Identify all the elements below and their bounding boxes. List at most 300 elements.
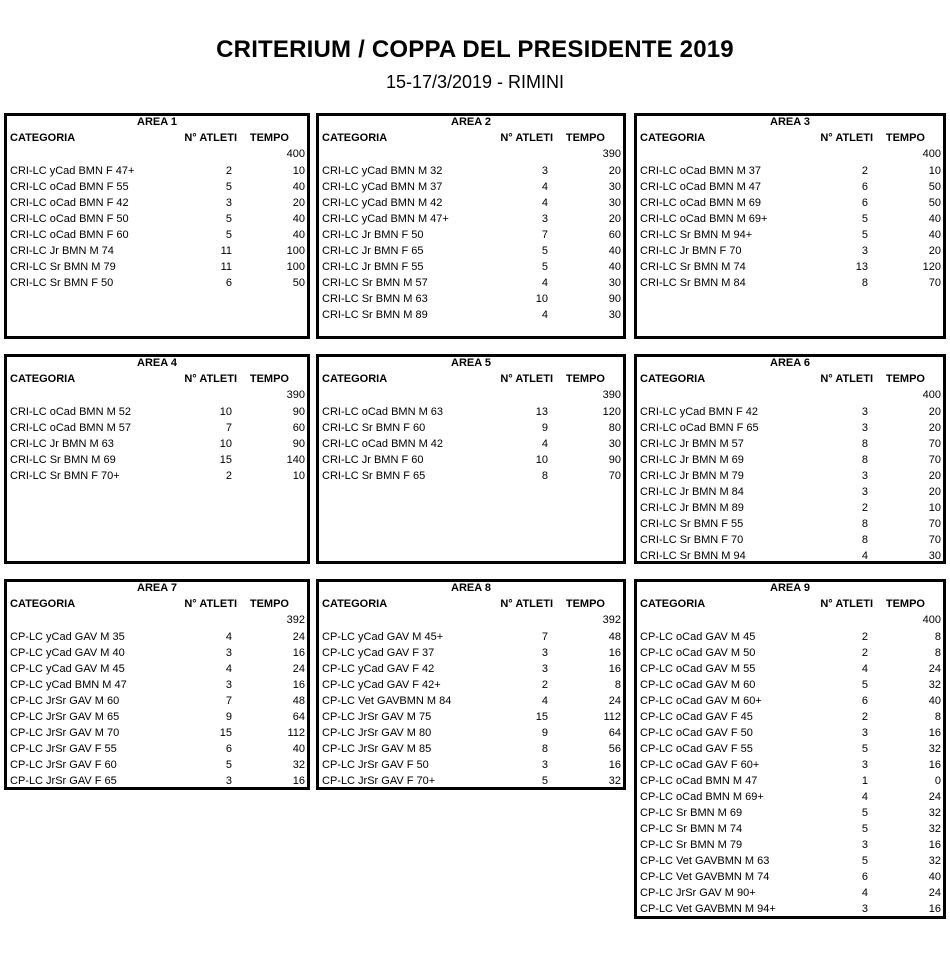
time-cell: 70 [928,277,941,289]
table-row [637,759,943,775]
time-cell: 40 [928,229,941,241]
time-cell: 40 [608,245,621,257]
area-title: AREA 7 [137,582,177,594]
category-cell: CP-LC JrSr GAV M 65 [10,711,120,723]
area-title: AREA 1 [137,116,177,128]
athletes-cell: 3 [861,245,868,257]
table-row [637,839,943,855]
time-cell: 70 [928,534,941,546]
table-row [637,438,943,454]
table-row [319,631,623,647]
table-row [319,470,623,486]
table-row [7,647,307,663]
time-cell: 20 [608,165,621,177]
time-cell: 40 [292,213,305,225]
category-cell: CRI-LC Sr BMN F 50 [10,277,114,289]
athletes-cell: 3 [225,647,232,659]
header-time: TEMPO [885,132,925,144]
table-row [637,887,943,903]
category-cell: CP-LC oCad GAV F 55 [640,743,753,755]
table-row [319,647,623,663]
category-cell: CP-LC yCad BMN M 47 [10,679,127,691]
time-cell: 56 [608,743,621,755]
table-row [319,422,623,438]
time-cell: 24 [292,631,305,643]
athletes-cell: 4 [861,550,868,562]
category-cell: CRI-LC Jr BMN F 65 [322,245,424,257]
category-cell: CRI-LC Jr BMN M 57 [640,438,744,450]
table-row [637,807,943,823]
table-row [319,261,623,277]
header-time: TEMPO [565,373,605,385]
time-cell: 90 [608,454,621,466]
table-row [7,213,307,229]
category-cell: CP-LC oCad GAV M 60 [640,679,756,691]
table-row [637,823,943,839]
category-cell: CRI-LC oCad BMN M 63 [322,406,444,418]
athletes-cell: 5 [861,823,868,835]
athletes-cell: 6 [861,181,868,193]
table-row [7,181,307,197]
time-cell: 10 [928,165,941,177]
time-cell: 30 [608,277,621,289]
category-cell: CRI-LC Sr BMN M 79 [10,261,116,273]
athletes-cell: 15 [219,727,232,739]
time-cell: 32 [928,679,941,691]
time-cell: 40 [928,695,941,707]
category-cell: CRI-LC oCad BMN F 42 [10,197,129,209]
area-7-box [4,579,310,790]
athletes-cell: 2 [861,647,868,659]
time-cell: 112 [287,727,305,739]
category-cell: CP-LC JrSr GAV F 65 [10,775,117,787]
athletes-cell: 8 [861,534,868,546]
table-row [637,727,943,743]
table-row [637,518,943,534]
table-row [7,229,307,245]
category-cell: CP-LC JrSr GAV M 90+ [640,887,756,899]
header-time: TEMPO [885,598,925,610]
time-cell: 20 [928,486,941,498]
athletes-cell: 4 [541,181,548,193]
table-row [637,695,943,711]
category-cell: CRI-LC oCad BMN F 65 [640,422,759,434]
table-row [7,438,307,454]
time-cell: 70 [928,438,941,450]
table-row [637,775,943,791]
header-category: CATEGORIA [640,132,706,144]
table-row [637,711,943,727]
table-row [7,422,307,438]
category-cell: CP-LC oCad GAV M 50 [640,647,756,659]
time-cell: 20 [928,470,941,482]
category-cell: CRI-LC Jr BMN M 74 [10,245,114,257]
header-athletes: N° ATLETI [184,373,237,385]
header-category: CATEGORIA [322,373,388,385]
category-cell: CRI-LC Sr BMN M 89 [322,309,428,321]
table-row [7,245,307,261]
time-total: 400 [286,148,305,160]
athletes-cell: 3 [861,422,868,434]
table-row [319,165,623,181]
time-cell: 48 [292,695,305,707]
category-cell: CRI-LC oCad BMN M 69 [640,197,762,209]
time-total: 392 [286,614,305,626]
category-cell: CRI-LC yCad BMN M 32 [322,165,443,177]
athletes-cell: 6 [861,695,868,707]
athletes-cell: 10 [535,293,548,305]
athletes-cell: 15 [535,711,548,723]
table-row [319,197,623,213]
table-row [319,695,623,711]
category-cell: CP-LC oCad GAV M 60+ [640,695,762,707]
athletes-cell: 3 [541,663,548,675]
category-cell: CRI-LC oCad BMN F 60 [10,229,129,241]
category-cell: CRI-LC Sr BMN M 94+ [640,229,753,241]
table-row [637,277,943,293]
header-category: CATEGORIA [322,598,388,610]
time-cell: 16 [928,903,941,915]
time-cell: 50 [928,197,941,209]
category-cell: CRI-LC Sr BMN F 55 [640,518,744,530]
area-title: AREA 5 [451,357,491,369]
table-row [319,245,623,261]
category-cell: CRI-LC yCad BMN M 37 [322,181,443,193]
time-cell: 24 [928,663,941,675]
athletes-cell: 3 [861,759,868,771]
athletes-cell: 2 [861,502,868,514]
athletes-cell: 13 [855,261,868,273]
time-cell: 32 [608,775,621,787]
time-cell: 8 [934,631,941,643]
athletes-cell: 8 [861,438,868,450]
header-athletes: N° ATLETI [184,598,237,610]
table-row [637,213,943,229]
category-cell: CRI-LC Sr BMN M 63 [322,293,428,305]
athletes-cell: 7 [225,695,232,707]
category-cell: CRI-LC Sr BMN F 70+ [10,470,120,482]
athletes-cell: 2 [225,470,232,482]
athletes-cell: 8 [861,454,868,466]
athletes-cell: 3 [225,679,232,691]
time-total: 400 [922,389,941,401]
table-row [7,711,307,727]
table-row [637,791,943,807]
time-cell: 30 [608,181,621,193]
athletes-cell: 4 [861,663,868,675]
time-cell: 32 [928,743,941,755]
athletes-cell: 4 [861,791,868,803]
time-cell: 24 [608,695,621,707]
athletes-cell: 5 [225,759,232,771]
table-row [319,438,623,454]
category-cell: CP-LC oCad GAV F 45 [640,711,753,723]
athletes-cell: 3 [861,470,868,482]
time-cell: 112 [603,711,621,723]
time-cell: 20 [928,245,941,257]
athletes-cell: 5 [861,679,868,691]
category-cell: CRI-LC Sr BMN M 69 [10,454,116,466]
athletes-cell: 9 [541,727,548,739]
athletes-cell: 9 [541,422,548,434]
category-cell: CP-LC Vet GAVBMN M 63 [640,855,770,867]
category-cell: CP-LC oCad BMN M 69+ [640,791,764,803]
time-cell: 8 [934,711,941,723]
time-cell: 140 [286,454,305,466]
table-row [637,679,943,695]
category-cell: CP-LC Vet GAVBMN M 74 [640,871,770,883]
athletes-cell: 15 [219,454,232,466]
time-cell: 24 [928,791,941,803]
athletes-cell: 5 [861,743,868,755]
table-row [7,406,307,422]
table-row [319,727,623,743]
time-cell: 20 [608,213,621,225]
athletes-cell: 3 [225,775,232,787]
athletes-cell: 3 [861,903,868,915]
table-row [637,631,943,647]
category-cell: CP-LC yCad GAV M 40 [10,647,125,659]
time-cell: 40 [928,871,941,883]
athletes-cell: 8 [861,518,868,530]
athletes-cell: 5 [541,775,548,787]
header-time: TEMPO [249,373,289,385]
area-8-box [316,579,626,790]
table-row [7,775,307,791]
athletes-cell: 4 [541,695,548,707]
time-cell: 16 [608,663,621,675]
category-cell: CRI-LC Jr BMN F 60 [322,454,424,466]
time-cell: 64 [608,727,621,739]
table-row [637,245,943,261]
time-total: 390 [286,389,305,401]
category-cell: CP-LC oCad GAV F 50 [640,727,753,739]
category-cell: CP-LC Sr BMN M 69 [640,807,743,819]
area-1-box [4,113,310,339]
category-cell: CRI-LC oCad BMN F 50 [10,213,129,225]
athletes-cell: 3 [541,759,548,771]
table-row [319,293,623,309]
category-cell: CP-LC JrSr GAV M 80 [322,727,432,739]
athletes-cell: 8 [861,277,868,289]
athletes-cell: 5 [861,807,868,819]
category-cell: CP-LC yCad GAV M 35 [10,631,125,643]
header-time: TEMPO [565,132,605,144]
athletes-cell: 5 [225,213,232,225]
table-row [7,743,307,759]
header-athletes: N° ATLETI [500,373,553,385]
table-row [319,229,623,245]
time-total: 400 [922,614,941,626]
category-cell: CP-LC JrSr GAV F 60 [10,759,117,771]
table-row [637,454,943,470]
table-row [637,406,943,422]
athletes-cell: 6 [861,871,868,883]
athletes-cell: 3 [861,486,868,498]
category-cell: CP-LC JrSr GAV M 70 [10,727,120,739]
area-5-box [316,354,626,564]
table-row [637,470,943,486]
table-row [637,871,943,887]
category-cell: CRI-LC Jr BMN M 69 [640,454,744,466]
table-row [637,502,943,518]
category-cell: CRI-LC oCad BMN M 57 [10,422,132,434]
time-cell: 60 [608,229,621,241]
category-cell: CP-LC Vet GAVBMN M 94+ [640,903,776,915]
time-cell: 10 [928,502,941,514]
time-cell: 70 [928,518,941,530]
category-cell: CP-LC Sr BMN M 79 [640,839,743,851]
table-row [319,309,623,325]
time-cell: 8 [614,679,621,691]
athletes-cell: 6 [225,743,232,755]
area-title: AREA 9 [770,582,810,594]
category-cell: CRI-LC Jr BMN M 89 [640,502,744,514]
time-cell: 16 [292,647,305,659]
athletes-cell: 7 [541,229,548,241]
athletes-cell: 2 [225,165,232,177]
athletes-cell: 3 [861,406,868,418]
page-subtitle: 15-17/3/2019 - RIMINI [385,72,565,92]
time-cell: 70 [928,454,941,466]
time-cell: 100 [286,245,305,257]
category-cell: CP-LC Vet GAVBMN M 84 [322,695,452,707]
time-total: 390 [602,148,621,160]
header-category: CATEGORIA [10,598,76,610]
category-cell: CRI-LC Jr BMN F 50 [322,229,424,241]
time-cell: 32 [928,855,941,867]
time-cell: 10 [292,470,305,482]
athletes-cell: 10 [219,406,232,418]
category-cell: CRI-LC Sr BMN F 65 [322,470,426,482]
table-row [319,406,623,422]
time-cell: 16 [928,727,941,739]
table-row [7,277,307,293]
time-cell: 32 [292,759,305,771]
area-4-box [4,354,310,564]
time-cell: 60 [292,422,305,434]
table-row [7,261,307,277]
header-category: CATEGORIA [640,373,706,385]
time-total: 392 [602,614,621,626]
table-row [319,277,623,293]
table-row [319,711,623,727]
category-cell: CP-LC JrSr GAV F 50 [322,759,429,771]
category-cell: CRI-LC Jr BMN M 84 [640,486,744,498]
athletes-cell: 4 [541,197,548,209]
athletes-cell: 2 [861,631,868,643]
athletes-cell: 3 [861,727,868,739]
area-9-box [634,579,946,919]
category-cell: CP-LC yCad GAV F 42+ [322,679,441,691]
athletes-cell: 1 [861,775,868,787]
time-cell: 24 [928,887,941,899]
header-category: CATEGORIA [10,132,76,144]
athletes-cell: 5 [861,213,868,225]
category-cell: CRI-LC Sr BMN M 74 [640,261,746,273]
athletes-cell: 5 [861,229,868,241]
time-cell: 16 [292,679,305,691]
table-row [637,229,943,245]
time-cell: 30 [608,309,621,321]
table-row [319,775,623,791]
category-cell: CRI-LC yCad BMN F 47+ [10,165,135,177]
category-cell: CRI-LC oCad BMN M 69+ [640,213,768,225]
time-cell: 100 [286,261,305,273]
athletes-cell: 11 [220,261,232,273]
table-row [319,679,623,695]
category-cell: CRI-LC Sr BMN F 70 [640,534,744,546]
athletes-cell: 2 [861,165,868,177]
category-cell: CRI-LC oCad BMN F 55 [10,181,129,193]
athletes-cell: 5 [225,181,232,193]
header-athletes: N° ATLETI [500,598,553,610]
category-cell: CP-LC JrSr GAV F 55 [10,743,117,755]
table-row [637,486,943,502]
table-row [637,534,943,550]
table-row [7,759,307,775]
category-cell: CP-LC yCad GAV F 42 [322,663,435,675]
time-cell: 40 [292,181,305,193]
area-title: AREA 6 [770,357,810,369]
athletes-cell: 2 [861,711,868,723]
table-row [637,647,943,663]
table-row [7,663,307,679]
table-row [7,197,307,213]
table-row [7,470,307,486]
header-time: TEMPO [885,373,925,385]
athletes-cell: 4 [861,887,868,899]
athletes-cell: 7 [225,422,232,434]
table-row [637,422,943,438]
category-cell: CP-LC Sr BMN M 74 [640,823,743,835]
time-cell: 0 [934,775,941,787]
category-cell: CRI-LC Sr BMN M 57 [322,277,428,289]
time-cell: 40 [928,213,941,225]
table-row [319,181,623,197]
area-title: AREA 8 [451,582,491,594]
header-athletes: N° ATLETI [820,373,873,385]
table-row [7,679,307,695]
time-cell: 30 [608,197,621,209]
table-row [7,454,307,470]
athletes-cell: 11 [220,245,232,257]
athletes-cell: 5 [541,261,548,273]
header-athletes: N° ATLETI [184,132,237,144]
table-row [637,663,943,679]
athletes-cell: 5 [225,229,232,241]
time-total: 390 [602,389,621,401]
time-cell: 8 [934,647,941,659]
table-row [637,197,943,213]
time-cell: 16 [608,647,621,659]
athletes-cell: 8 [541,470,548,482]
athletes-cell: 3 [861,839,868,851]
time-cell: 32 [928,823,941,835]
category-cell: CRI-LC Jr BMN F 70 [640,245,742,257]
category-cell: CRI-LC Sr BMN M 84 [640,277,746,289]
category-cell: CP-LC yCad GAV F 37 [322,647,435,659]
table-row [7,695,307,711]
table-row [319,743,623,759]
time-cell: 90 [608,293,621,305]
category-cell: CRI-LC Jr BMN M 79 [640,470,744,482]
table-row [7,727,307,743]
area-title: AREA 2 [451,116,491,128]
category-cell: CP-LC JrSr GAV M 60 [10,695,120,707]
athletes-cell: 4 [541,277,548,289]
time-cell: 16 [608,759,621,771]
